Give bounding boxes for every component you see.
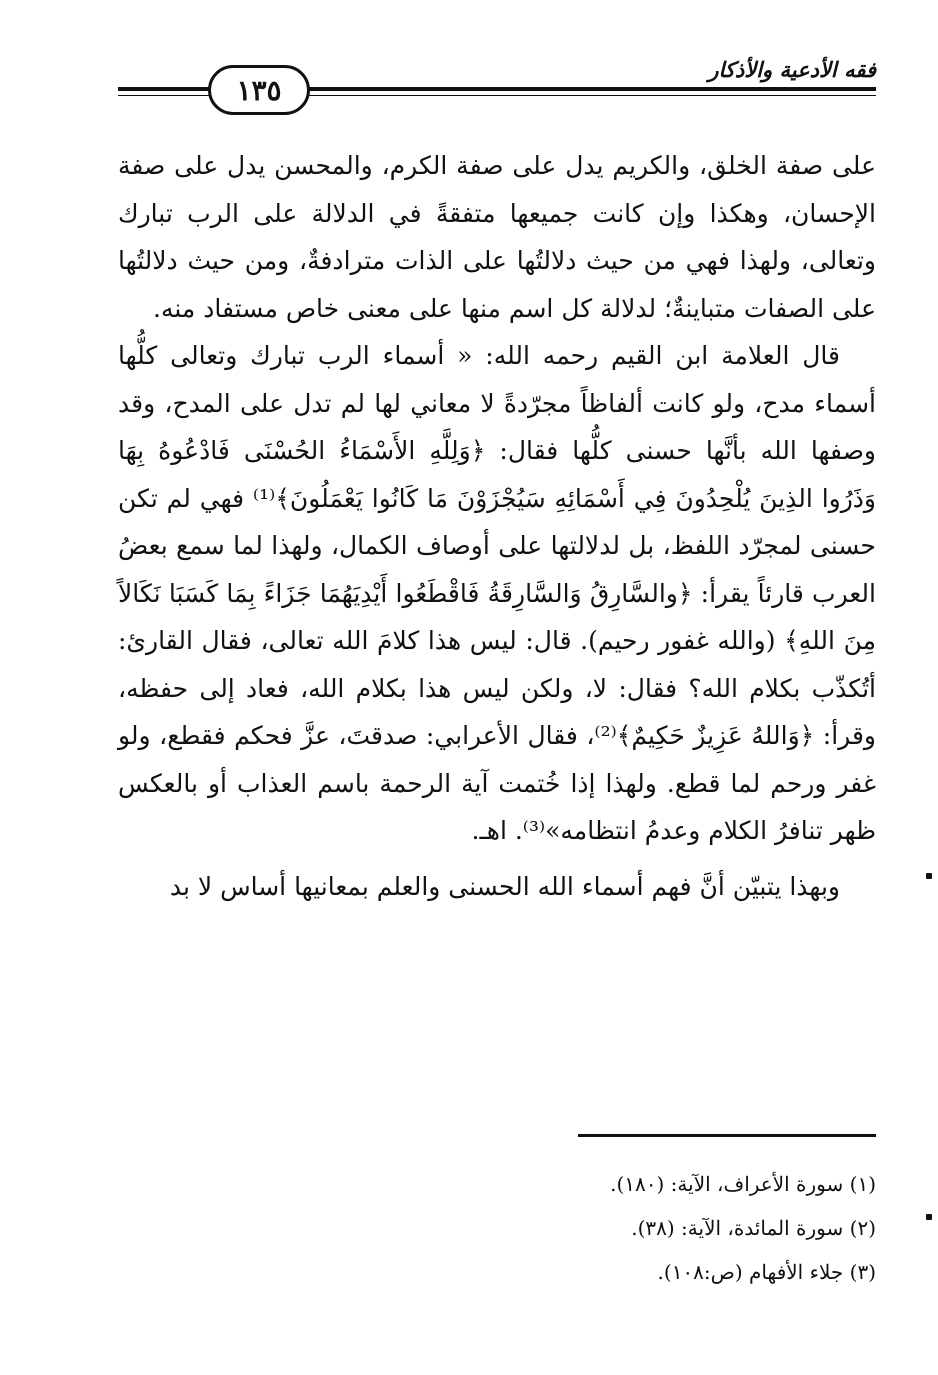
margin-mark — [926, 1214, 932, 1220]
paragraph-2: قال العلامة ابن القيم رحمه الله: « أسماء الرب تبارك وتعالى كلُّها أسماء مدح، ولو كانت ألفاظاً مجرّدةً لا معاني لها لم تدل على المدح، وقد وصفها الله بأنَّها حسنى كلُّها فقال: ﴿وَلِلَّهِ الأَسْمَاءُ الحُسْنَى فَادْعُوهُ بِهَا وَذَرُوا الذِينَ يُلْحِدُونَ فِي أَسْمَائِهِ سَيُجْزَوْنَ مَا كَانُوا يَعْمَلُونَ﴾⁽¹⁾ فهي لم تكن حسنى لمجرّد اللفظ، بل لدلالتها على أوصاف الكمال، ولهذا لما سمع بعضُ العرب قارئاً يقرأ: ﴿والسَّارِقُ وَالسَّارِقَةُ فَاقْطَعُوا أَيْدِيَهُمَا جَزَاءً بِمَا كَسَبَا نَكَالاً مِنَ اللهِ﴾ (والله غفور رحيم). قال: ليس هذا كلامَ الله تعالى، فقال القارئ: أتُكذّب بكلام الله؟ فقال: لا، ولكن ليس هذا بكلام الله، فعاد إلى حفظه، وقرأ: ﴿وَاللهُ عَزِيزٌ حَكِيمٌ﴾⁽²⁾، فقال الأعرابي: صدقتَ، عزَّ فحكم فقطع، ولو غفر ورحم لما قطع. ولهذا إذا خُتمت آية الرحمة باسم العذاب أو بالعكس ظهر تنافرُ الكلام وعدمُ انتظامه»⁽³⁾. اهـ. — [118, 341, 876, 845]
paragraph-1: على صفة الخلق، والكريم يدل على صفة الكرم، والمحسن يدل على صفة الإحسان، وهكذا وإن كانت جميعها متفقةً في الدلالة على الرب تبارك وتعالى، ولهذا فهي من حيث دلالتُها على الذات مترادفةٌ، ومن حيث دلالتُها على الصفات متباينةٌ؛ لدلالة كل اسم منها على معنى خاص مستفاد منه. — [118, 151, 876, 323]
footnote-2: (٢) سورة المائدة، الآية: (٣٨). — [631, 1216, 876, 1240]
paragraph-3: وبهذا يتبيّن أنَّ فهم أسماء الله الحسنى والعلم بمعانيها أساس لا بد — [169, 871, 840, 901]
body-text — [118, 142, 876, 910]
page-number: ١٣٥ — [208, 65, 310, 115]
footnotes — [418, 1162, 876, 1294]
margin-mark — [926, 873, 932, 879]
footnote-3: (٣) جلاء الأفهام (ص:١٠٨). — [657, 1260, 876, 1284]
footnote-1: (١) سورة الأعراف، الآية: (١٨٠). — [610, 1172, 876, 1196]
running-title: فقه الأدعية والأذكار — [708, 57, 876, 82]
page-header — [118, 55, 876, 115]
footnote-separator — [578, 1134, 876, 1137]
